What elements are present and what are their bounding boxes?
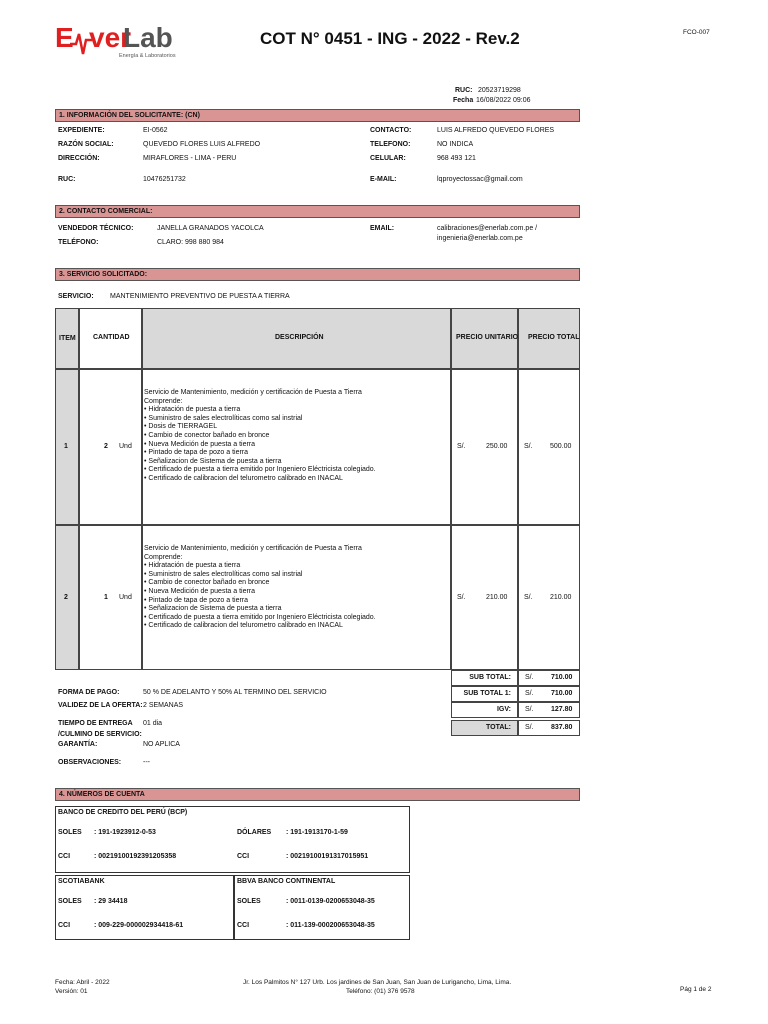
description-line: • Certificado de puesta a tierra emitido por Ingeniero Eléctricista colegiado. <box>144 466 376 474</box>
bcp-title: BANCO DE CREDITO DEL PERÚ (BCP) <box>58 809 188 816</box>
row2-unit: Und <box>119 594 132 601</box>
description-line: Servicio de Mantenimiento, medición y certificación de Puesta a Tierra <box>144 545 362 552</box>
email-label: E-MAIL: <box>370 176 397 183</box>
bcp-cci2-value: : 00219100191317015951 <box>286 853 369 860</box>
bcp-soles-value: : 191-1923912-0-53 <box>94 829 156 836</box>
document-title: COT N° 0451 - ING - 2022 - Rev.2 <box>260 29 520 48</box>
header-item-text: ITEM <box>59 335 76 342</box>
description-line: • Suministro de sales electrolíticas como sal instrial <box>144 414 303 422</box>
client-ruc-label: RUC: <box>58 176 76 183</box>
description-line: • Dosis de TIERRAGEL <box>144 423 218 431</box>
row1-total: 500.00 <box>550 443 572 450</box>
description-line: • Certificado de puesta a tierra emitido por Ingeniero Eléctricista colegiado. <box>144 613 376 621</box>
tiempo-entrega-value: 01 dia <box>143 720 163 727</box>
row2-unit-currency: S/. <box>457 594 466 601</box>
vendedor-telefono-value: CLARO: 998 880 984 <box>157 239 224 246</box>
total-currency: S/. <box>525 724 534 731</box>
section3-title: 3. SERVICIO SOLICITADO: <box>55 268 580 281</box>
row2-item: 2 <box>64 594 68 601</box>
subtotal-label: SUB TOTAL: <box>451 670 518 686</box>
observaciones-label: OBSERVACIONES: <box>58 759 122 766</box>
bcp-cci1-label: CCI <box>58 853 71 860</box>
razon-social-value: QUEVEDO FLORES LUIS ALFREDO <box>143 141 261 148</box>
scotia-title: SCOTIABANK <box>58 878 105 885</box>
header-precio-total-text: PRECIO TOTAL <box>528 334 580 341</box>
bcp-cci2-label: CCI <box>237 853 250 860</box>
vendedor-email-2: ingenieria@enerlab.com.pe <box>437 235 523 242</box>
contacto-label: CONTACTO: <box>370 127 412 134</box>
igv-value: 127.80 <box>551 706 573 713</box>
celular-value: 968 493 121 <box>437 155 476 162</box>
description-line: • Señalizacion de Sistema de puesta a tierra <box>144 457 282 465</box>
header-descripcion-text: DESCRIPCIÓN <box>275 334 324 341</box>
contacto-value: LUIS ALFREDO QUEVEDO FLORES <box>437 127 555 134</box>
bcp-dolares-value: : 191-1913170-1-59 <box>286 829 348 836</box>
footer-fecha: Fecha: Abril - 2022 <box>55 979 110 986</box>
description-line: • Suministro de sales electrolíticas como sal instrial <box>144 570 303 578</box>
vendedor-telefono-label: TELÉFONO: <box>58 239 99 246</box>
bcp-soles-label: SOLES <box>58 829 82 836</box>
row1-unit: Und <box>119 443 132 450</box>
description-line: • Pintado de tapa de pozo a tierra <box>144 449 249 457</box>
section1-title: 1. INFORMACIÓN DEL SOLICITANTE: (CN) <box>55 109 580 122</box>
footer-page: Pág 1 de 2 <box>680 986 712 993</box>
observaciones-value: --- <box>143 759 150 766</box>
footer-version: Versión: 01 <box>55 988 88 995</box>
row1-unit-price: 250.00 <box>486 443 508 450</box>
bcp-account-box <box>55 806 410 873</box>
subtotal1-value: 710.00 <box>551 690 573 697</box>
row1-description <box>144 389 376 484</box>
servicio-label: SERVICIO: <box>58 293 94 300</box>
row1-unit-currency: S/. <box>457 443 466 450</box>
header-precio-unitario-text: PRECIO UNITARIO <box>456 334 519 341</box>
email-value: lqproyectossac@gmail.com <box>437 176 523 183</box>
header-cantidad-text: CANTIDAD <box>93 334 130 341</box>
total-label: TOTAL: <box>451 720 518 736</box>
description-line: Comprende: <box>144 397 183 405</box>
servicio-value: MANTENIMIENTO PREVENTIVO DE PUESTA A TIERRA <box>110 293 290 300</box>
description-line: • Hidratación de puesta a tierra <box>144 562 241 570</box>
fecha-label: Fecha <box>453 97 474 104</box>
footer-address: Jr. Los Palmitos N° 127 Urb. Los jardines de San Juan, San Juan de Lurigancho, Lima, Lima. <box>243 979 512 986</box>
subtotal-value: 710.00 <box>551 674 573 681</box>
row2-description <box>144 545 376 631</box>
bbva-soles-value: : 0011-0139-0200653048-35 <box>286 898 375 905</box>
vendedor-value: JANELLA GRANADOS YACOLCA <box>157 225 264 232</box>
vendedor-label: VENDEDOR TÉCNICO: <box>58 225 134 232</box>
description-line: • Señalizacion de Sistema de puesta a tierra <box>144 605 282 613</box>
scotia-soles-label: SOLES <box>58 898 82 905</box>
row2-total-currency: S/. <box>524 594 533 601</box>
row1-qty: 2 <box>104 443 108 450</box>
igv-label: IGV: <box>451 702 518 718</box>
scotia-cci-value: : 009-229-000002934418-61 <box>94 922 184 929</box>
description-line: • Cambio de conector bañado en bronce <box>144 579 270 587</box>
vendedor-email-1: calibraciones@enerlab.com.pe / <box>437 225 538 232</box>
client-ruc-value: 10476251732 <box>143 176 186 183</box>
garantia-value: NO APLICA <box>143 741 180 748</box>
bbva-soles-label: SOLES <box>237 898 261 905</box>
description-line: • Cambio de conector bañado en bronce <box>144 431 270 439</box>
row1-item: 1 <box>64 443 68 450</box>
direccion-value: MIRAFLORES - LIMA - PERU <box>143 155 237 162</box>
fecha-value: 16/08/2022 09:06 <box>476 97 531 104</box>
expediente-label: EXPEDIENTE: <box>58 127 105 134</box>
description-line: • Pintado de tapa de pozo a tierra <box>144 596 249 604</box>
company-ruc-label: RUC: <box>455 87 473 94</box>
igv-currency: S/. <box>525 706 534 713</box>
logo-letter-e: E <box>55 22 74 53</box>
description-line: Comprende: <box>144 553 183 561</box>
garantia-label: GARANTÍA: <box>58 741 98 748</box>
scotia-cci-label: CCI <box>58 922 71 929</box>
culmino-servicio-label: /CULMINO DE SERVICIO: <box>58 731 142 738</box>
row2-qty: 1 <box>104 594 108 601</box>
bcp-dolares-label: DÓLARES <box>237 829 272 836</box>
row2-unit-price: 210.00 <box>486 594 508 601</box>
section2-title: 2. CONTACTO COMERCIAL: <box>55 205 580 218</box>
vendedor-email-label: EMAIL: <box>370 225 395 232</box>
telefono-value: NO INDICA <box>437 141 474 148</box>
validez-value: 2 SEMANAS <box>143 702 184 709</box>
section4-title: 4. NÚMEROS DE CUENTA <box>55 788 580 801</box>
bbva-title: BBVA BANCO CONTINENTAL <box>237 878 336 885</box>
row1-qty-cell <box>79 369 142 525</box>
row2-qty-cell <box>79 525 142 670</box>
description-line: • Certificado de calibracion del telurometro calibrado en INACAL <box>144 474 343 482</box>
footer-phone: Teléfono: (01) 376 9578 <box>346 988 415 995</box>
logo-text-lab: Lab <box>123 22 173 53</box>
tiempo-entrega-label: TIEMPO DE ENTREGA <box>58 720 133 727</box>
telefono-label: TELEFONO: <box>370 141 411 148</box>
celular-label: CELULAR: <box>370 155 406 162</box>
razon-social-label: RAZÓN SOCIAL: <box>58 141 114 148</box>
description-line: Servicio de Mantenimiento, medición y certificación de Puesta a Tierra <box>144 389 362 396</box>
logo-text-ver: ver <box>89 22 132 53</box>
subtotal-currency: S/. <box>525 674 534 681</box>
subtotal1-currency: S/. <box>525 690 534 697</box>
bbva-cci-label: CCI <box>237 922 250 929</box>
description-line: • Nueva Medición de puesta a tierra <box>144 587 256 595</box>
forma-pago-value: 50 % DE ADELANTO Y 50% AL TERMINO DEL SERVICIO <box>143 689 327 696</box>
forma-pago-label: FORMA DE PAGO: <box>58 689 120 696</box>
subtotal1-label: SUB TOTAL 1: <box>451 686 518 702</box>
bcp-cci1-value: : 00219100192391205358 <box>94 853 177 860</box>
description-line: • Certificado de calibracion del telurometro calibrado en INACAL <box>144 622 343 630</box>
direccion-label: DIRECCIÓN: <box>58 155 100 162</box>
company-logo <box>55 22 180 62</box>
description-line: • Hidratación de puesta a tierra <box>144 406 241 414</box>
description-line: • Nueva Medición de puesta a tierra <box>144 440 256 448</box>
expediente-value: EI-0562 <box>143 127 168 134</box>
logo-tagline: Energía & Laboratorios <box>119 53 176 59</box>
total-value: 837.80 <box>551 724 573 731</box>
company-ruc: 20523719298 <box>478 87 521 94</box>
form-code: FCO-007 <box>683 29 710 36</box>
validez-label: VALIDEZ DE LA OFERTA: <box>58 702 143 709</box>
bbva-cci-value: : 011-139-000200653048-35 <box>286 922 375 929</box>
scotia-soles-value: : 29 34418 <box>94 898 128 905</box>
row1-total-currency: S/. <box>524 443 533 450</box>
row2-total: 210.00 <box>550 594 572 601</box>
